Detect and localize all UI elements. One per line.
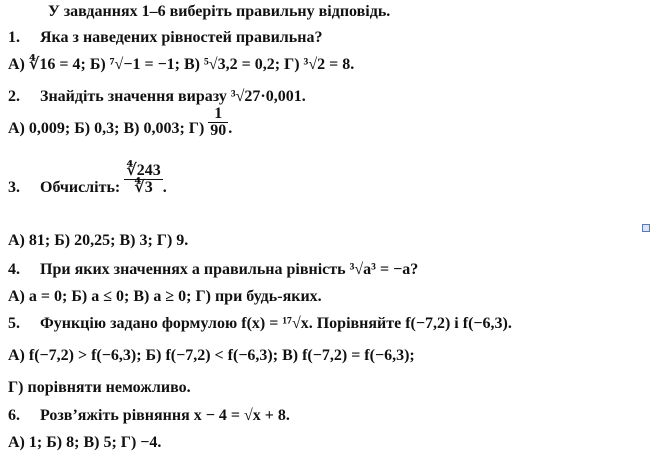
question-1-options: А) ∜16 = 4; Б) ⁷√−1 = −1; В) ⁵√3,2 = 0,2; Г) ³√2 = 8. xyxy=(8,56,355,73)
question-4-options: А) a = 0; Б) a ≤ 0; В) a ≥ 0; Г) при будь-яких. xyxy=(8,288,322,305)
question-3-end: . xyxy=(162,179,167,196)
question-2-fraction-denominator: 90 xyxy=(210,122,227,139)
question-5-option-g: Г) порівняти неможливо. xyxy=(8,379,191,396)
question-2-text: Знайдіть значення виразу ³√27·0,001. xyxy=(40,88,306,105)
question-3-options: А) 81; Б) 20,25; В) 3; Г) 9. xyxy=(8,232,189,249)
question-5-number: 5. xyxy=(8,315,20,332)
question-2-options-row xyxy=(8,105,233,139)
question-2-fraction-numerator: 1 xyxy=(208,106,228,123)
question-5-options: А) f(−7,2) > f(−6,3); Б) f(−7,2) < f(−6,3); В) f(−7,2) = f(−6,3); xyxy=(8,347,415,364)
question-2-fraction xyxy=(208,106,228,139)
question-5-text: Функцію задано формулою f(x) = ¹⁷√x. Порівняйте f(−7,2) і f(−6,3). xyxy=(40,315,512,332)
question-3-fraction-numerator: ∜243 xyxy=(126,161,161,179)
question-3-fraction xyxy=(124,163,163,196)
question-3-row xyxy=(40,161,167,196)
selection-handle[interactable] xyxy=(642,224,650,232)
question-3-text: Обчисліть: xyxy=(40,179,121,196)
question-2-options-end: . xyxy=(228,120,233,138)
question-1-text: Яка з наведених рівностей правильна? xyxy=(40,29,323,46)
question-1-number: 1. xyxy=(8,29,20,46)
question-2-options: А) 0,009; Б) 0,3; В) 0,003; Г) xyxy=(8,120,205,138)
question-4-text: При яких значеннях a правильна рівність ³√a³ = −a? xyxy=(40,261,419,278)
header-instruction: У завданнях 1–6 виберіть правильну відповідь. xyxy=(48,3,391,20)
question-3-number: 3. xyxy=(8,179,20,196)
question-6-options: А) 1; Б) 8; В) 5; Г) −4. xyxy=(8,434,162,451)
question-3-fraction-denominator: ∜3 xyxy=(134,178,153,196)
question-6-text: Розв’яжіть рівняння x − 4 = √x + 8. xyxy=(40,407,290,424)
question-4-number: 4. xyxy=(8,261,20,278)
question-2-number: 2. xyxy=(8,88,20,105)
question-6-number: 6. xyxy=(8,407,20,424)
